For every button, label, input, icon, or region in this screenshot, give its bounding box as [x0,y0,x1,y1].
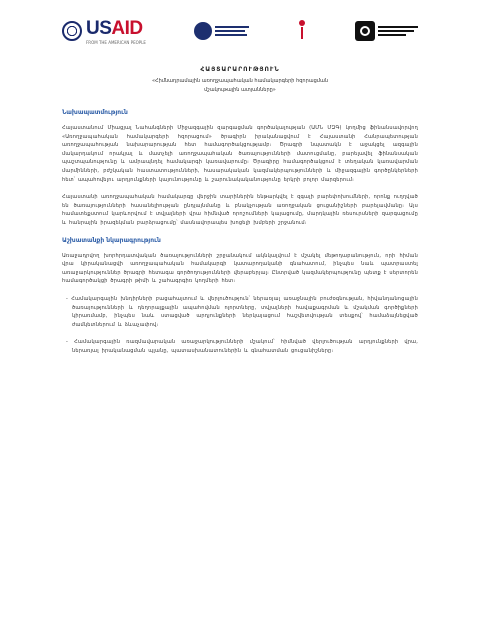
list-item: - Համակարգային ռազմավարական առաջարկությունների մշակում՝ հիմնված վերլուծության արդյունքների վրա, ներառյալ իրականացման պլանը, պատասխանատուներին և գնահատման ցուցանիշները։ [66,339,418,354]
usaid-logo [62,18,146,45]
document-title: ՀԱՅՏԱՐԱՐՈՒԹՅՈՒՆ [200,66,280,73]
square-emblem-icon [355,21,375,41]
paragraph: Առաջադրվող խորհրդատվական ծառայությունների շրջանակում ակնկալվում է մշակել մեթոդաբանություն, որի հիման վրա կիրականացվի առողջապահական համակարգի կատարողականի գնահատում, ինչպես նաև պատրաստել առաջարկություններ ծրագրի հետագա գործողությունների վերաբերյալ։ Ընտրված կազմակերպությունը պետք է սերտորեն համագործակցի ծրագրի թիմի և շահագրգիռ կողմերի հետ։ [62,252,418,285]
globe-icon [194,22,212,40]
logo-bar [62,14,418,48]
partner-square-logo [355,21,418,41]
partner-globe-logo [194,22,249,40]
section-heading-scope: Աշխատանքի նկարագրություն [62,236,161,244]
usaid-wordmark: USAID [86,17,143,39]
section-heading-background: Նախապատմություն [62,109,128,116]
list-item: - Համակարգային խնդիրների բացահայտում և վերլուծություն՝ ներառյալ առաջնային բուժօգնության, հիվանդանոցային ծառայությունների և դեղորայքային ապահովման ոլորտները, տվյալների հավաքագրման և մշակման գործիքների կիրառմամբ, ինչպես նաև ստացված արդյունքների ներկայացում հաշվետվության տեսքով՝ համաձայնեցված ժամկետներում և ձևաչափով։ [66,295,418,328]
document-subtitle: «Հիմնադրամային առողջապահական համակարգերի հզորացման մշակութային ատյանները» [152,78,328,93]
usaid-tagline: FROM THE AMERICAN PEOPLE [86,39,146,45]
partner-emblem-logo [297,20,307,42]
paragraph: Հայաստանում Միացյալ Նահանգների Միջազգային զարգացման գործակալության (ԱՄՆ ՄԶԳ) կողմից ֆինանսավորվող «Առողջապահական համակարգերի հզորացում» ծրագիրն իրականացվում է Հայաստանի Հանրապետության առողջապահության նախարարության հետ համագործակցությամբ։ Ծրագրի նպատակն է աջակցել ազգային մակարդակում որակյալ և մատչելի առողջապահական ծառայությունների մատուցմանը, բարելավել ֆինանսական պաշտպանությունը և ամրապնդել համակարգի կառավարումը։ Ծրագիրը համագործակցում է տեղական կառավարման մարմինների, բժշկական հաստատությունների, հասարակական կազմակերպությունների և միջազգային գործընկերների հետ՝ ապահովելու արդյունքների կայունությունը և շարունակականությունը երկրի բոլոր մարզերում։ [62,125,418,183]
paragraph: Հայաստանի առողջապահական համակարգը վերջին տարիներին ենթարկվել է զգալի բարեփոխումների, որոնք ուղղված են ծառայությունների հասանելիության ընդլայնմանը և բնակչության առողջական ցուցանիշների բարելավմանը։ Այս համատեքստում կարևորվում է տվյալների վրա հիմնված որոշումների կայացումը, մարդկային ռեսուրսների զարգացումը և հանրային իրազեկման բարձրացումը՝ մասնավորապես խոցելի խմբերի շրջանում։ [62,194,418,226]
usaid-seal-icon [62,21,82,41]
